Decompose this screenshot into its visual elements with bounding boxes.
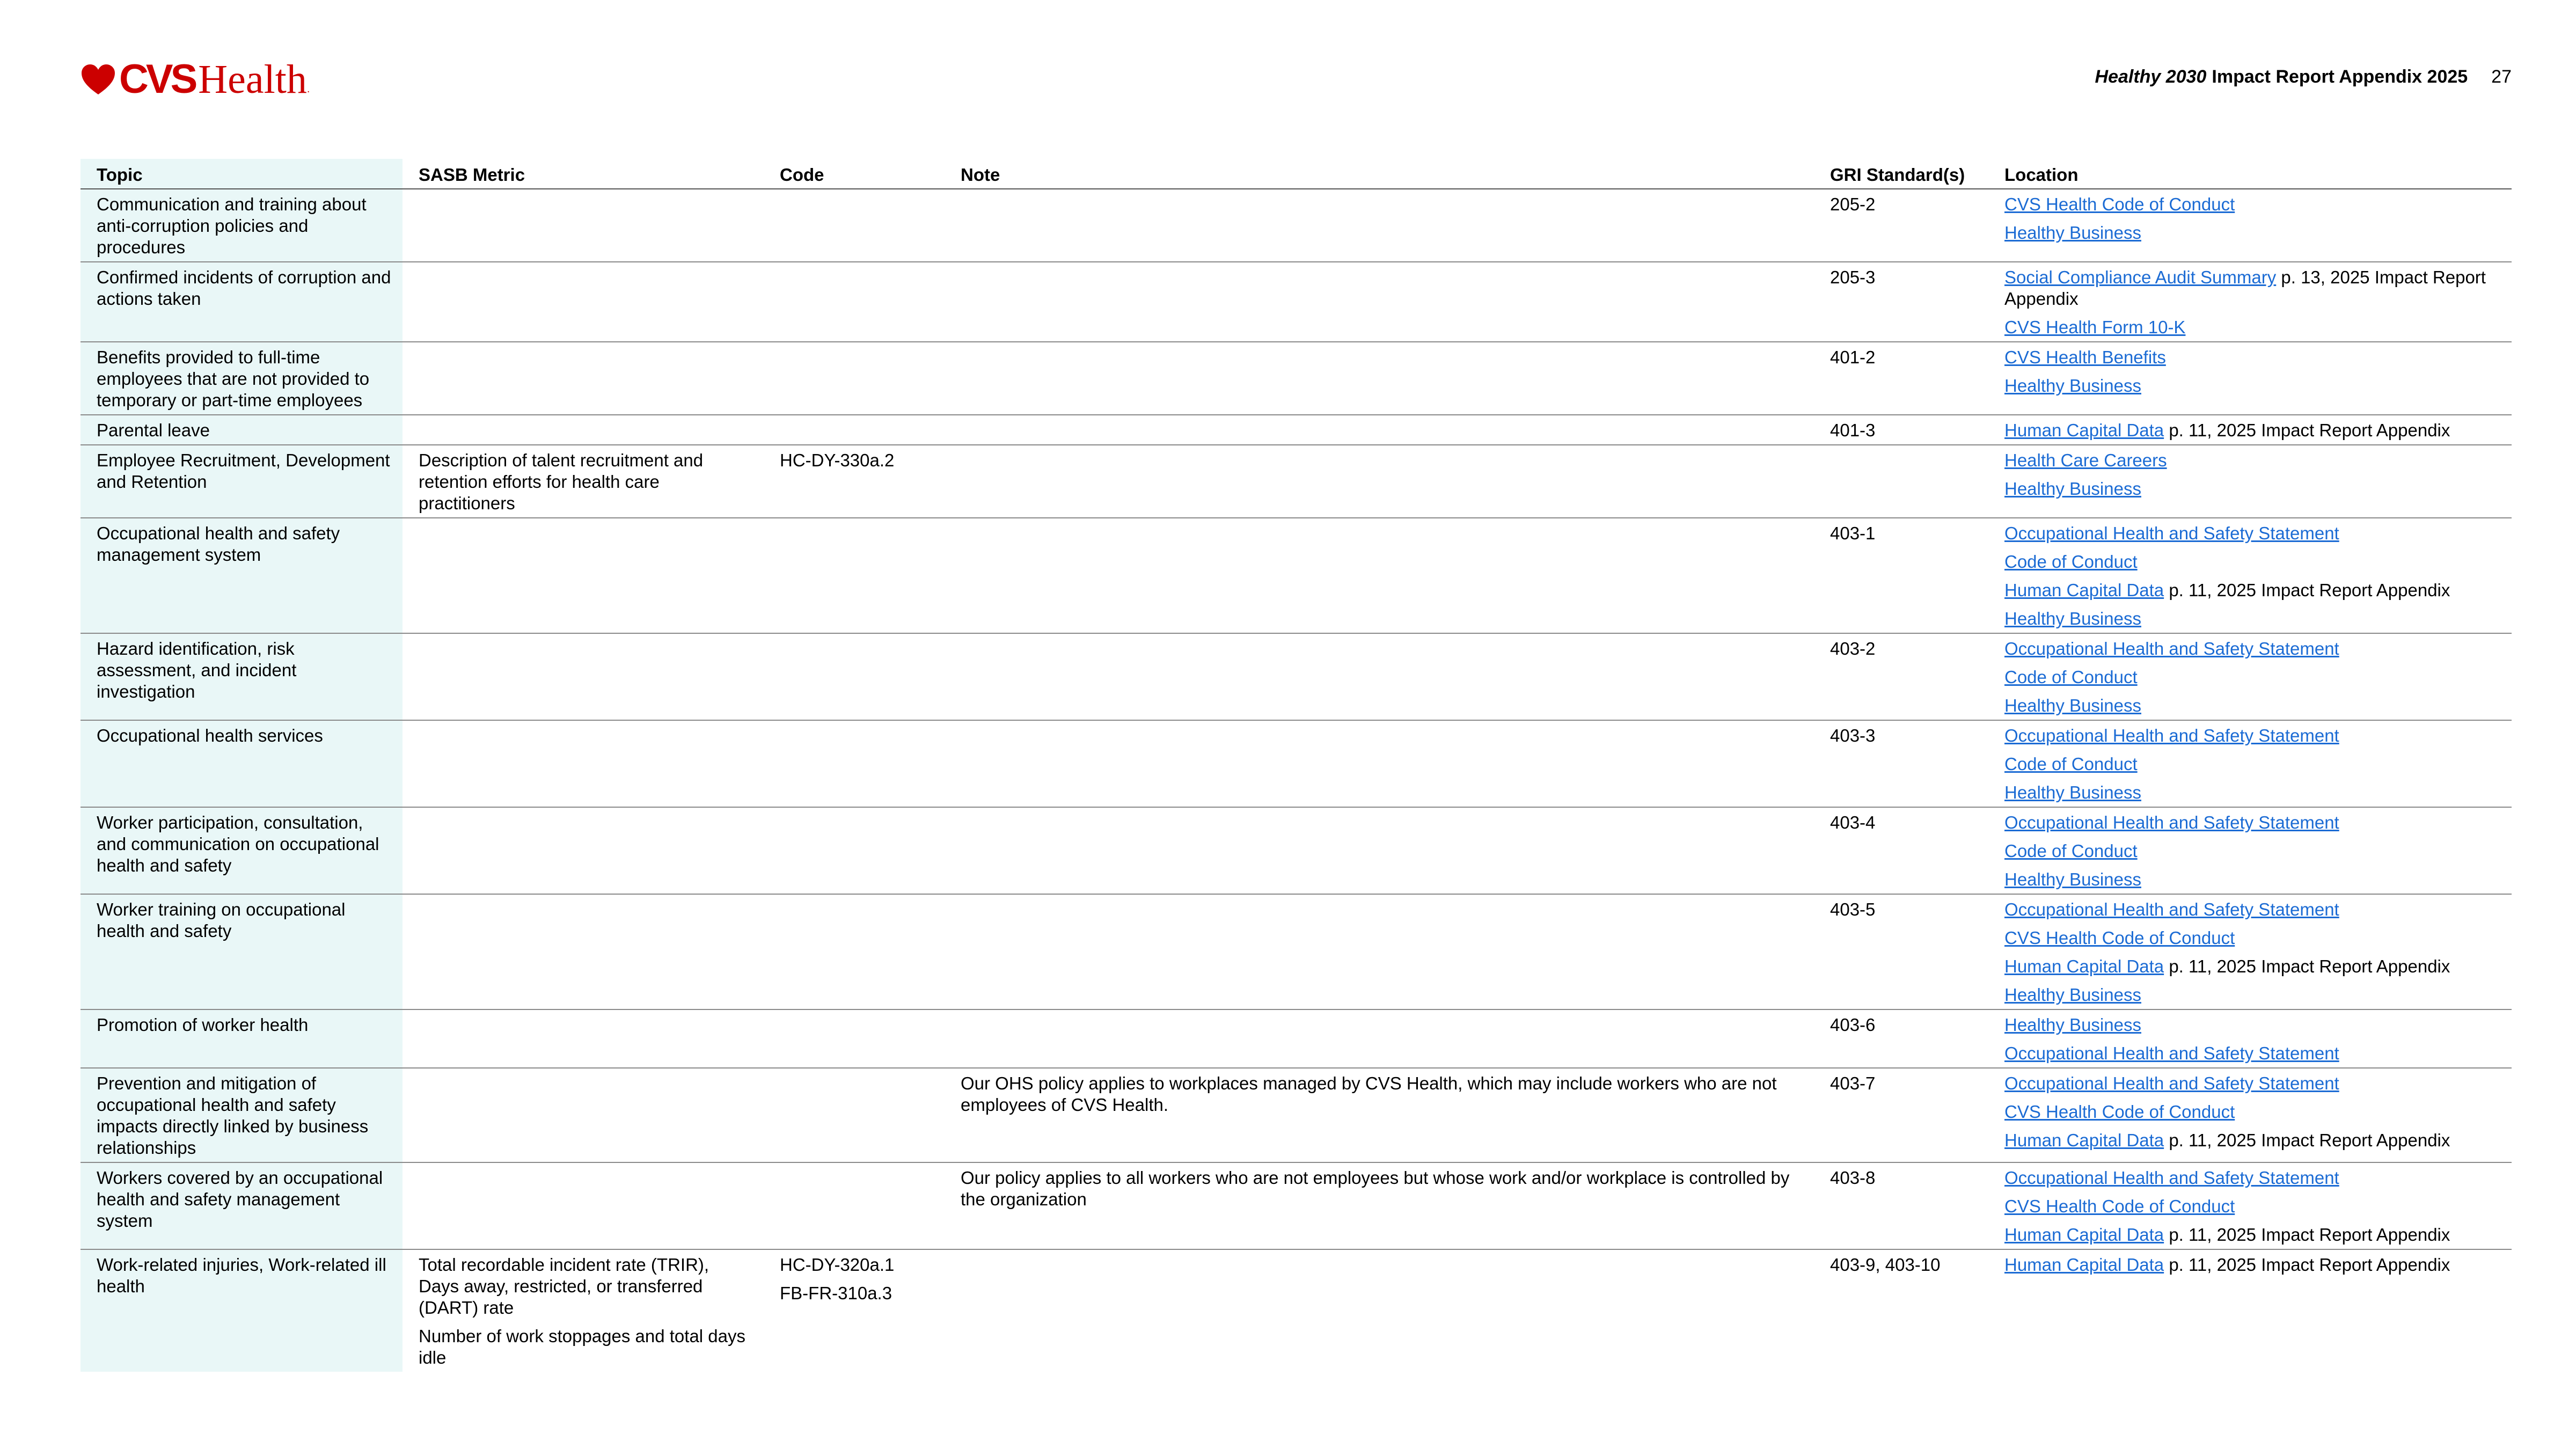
code-cell [764,415,945,445]
note-cell [945,262,1814,342]
table-row [80,415,2512,445]
gri-standard-cell: 205-2 [1814,189,1988,262]
gri-standard-cell: 401-3 [1814,415,1988,445]
location-entry [2004,194,2501,215]
location-cell [1988,633,2512,720]
location-link[interactable]: Human Capital Data [2004,1255,2164,1275]
table-row [80,262,2512,342]
location-link[interactable]: Healthy Business [2004,696,2141,715]
table-row [80,518,2512,633]
location-link[interactable]: Human Capital Data [2004,420,2164,440]
location-entry [2004,638,2501,660]
topic-cell: Workers covered by an occupational health and safety management system [80,1162,402,1249]
gri-standard-cell: 403-5 [1814,894,1988,1009]
location-suffix: p. 11, 2025 Impact Report Appendix [2164,1255,2450,1275]
location-entry [2004,523,2501,544]
location-entry [2004,1196,2501,1217]
page-number: 27 [2491,67,2512,87]
location-cell [1988,1162,2512,1249]
location-cell [1988,518,2512,633]
sasb-code-text: HC-DY-330a.2 [780,450,895,470]
sasb-metric-cell [402,1009,764,1068]
note-cell [945,342,1814,415]
location-entry [2004,551,2501,573]
location-entry [2004,667,2501,688]
note-cell [945,189,1814,262]
header-note: Note [945,159,1814,189]
location-entry [2004,984,2501,1006]
topic-cell: Hazard identification, risk assessment, and incident investigation [80,633,402,720]
location-cell [1988,894,2512,1009]
table-row [80,1249,2512,1372]
location-link[interactable]: CVS Health Code of Conduct [2004,1102,2235,1122]
code-cell [764,342,945,415]
location-suffix: p. 11, 2025 Impact Report Appendix [2164,1225,2450,1245]
table-header-row [80,159,2512,189]
topic-cell: Worker training on occupational health and safety [80,894,402,1009]
location-link[interactable]: Human Capital Data [2004,956,2164,976]
location-entry [2004,1014,2501,1036]
location-cell [1988,342,2512,415]
header-gri-standards: GRI Standard(s) [1814,159,1988,189]
location-entry [2004,956,2501,977]
table-row [80,1009,2512,1068]
location-entry [2004,899,2501,920]
location-suffix: p. 13, 2025 Impact Report Appendix [2004,267,2486,309]
location-link[interactable]: Social Compliance Audit Summary [2004,267,2277,287]
location-link[interactable]: CVS Health Code of Conduct [2004,928,2235,948]
location-cell [1988,189,2512,262]
location-entry [2004,450,2501,471]
code-cell [764,633,945,720]
report-title-italic: Healthy 2030 [2095,67,2207,87]
sasb-metric-cell [402,189,764,262]
location-link[interactable]: Code of Conduct [2004,841,2138,861]
code-cell [764,894,945,1009]
note-cell [945,633,1814,720]
sasb-metric-cell [402,807,764,894]
location-entry [2004,375,2501,397]
location-link[interactable]: Human Capital Data [2004,1130,2164,1150]
sasb-metric-text: Description of talent recruitment and retention efforts for health care practitioners [419,450,704,513]
location-link[interactable]: Code of Conduct [2004,667,2138,687]
sasb-metric-text: Number of work stoppages and total days idle [419,1326,746,1367]
sasb-metric-cell [402,894,764,1009]
table-row [80,342,2512,415]
gri-standard-cell: 403-2 [1814,633,1988,720]
location-cell [1988,1009,2512,1068]
note-cell [945,415,1814,445]
location-link[interactable]: Occupational Health and Safety Statement [2004,813,2339,832]
location-cell [1988,262,2512,342]
location-cell [1988,415,2512,445]
gri-standard-cell: 403-9, 403-10 [1830,1255,1941,1275]
note-cell [945,445,1814,518]
code-cell [764,445,945,518]
topic-cell: Prevention and mitigation of occupational health and safety impacts directly linked by business relationships [80,1068,402,1162]
sasb-metric-cell [402,1249,764,1372]
location-entry [2004,420,2501,441]
header-location: Location [1988,159,2512,189]
location-entry [2004,869,2501,890]
sasb-metric-cell [402,1068,764,1162]
location-entry [2004,222,2501,244]
location-link[interactable]: Occupational Health and Safety Statement [2004,1043,2339,1063]
location-entry [2004,1043,2501,1064]
location-entry [2004,1073,2501,1094]
header-topic: Topic [80,159,402,189]
heart-icon [80,63,116,96]
location-link[interactable]: Occupational Health and Safety Statement [2004,1168,2339,1188]
note-cell [945,807,1814,894]
gri-standard-cell: 401-2 [1814,342,1988,415]
logo-health-text: Health [198,57,307,102]
location-entry [2004,753,2501,775]
location-entry [2004,1167,2501,1189]
code-cell [764,720,945,807]
topic-cell: Worker participation, consultation, and communication on occupational health and safety [80,807,402,894]
topic-cell: Employee Recruitment, Development and Retention [80,445,402,518]
location-link[interactable]: Code of Conduct [2004,754,2138,774]
sasb-code-text: HC-DY-320a.1 [780,1255,895,1275]
location-entry [2004,1101,2501,1123]
code-cell [764,1009,945,1068]
location-cell [1988,807,2512,894]
note-cell [945,1009,1814,1068]
header-code: Code [764,159,945,189]
sasb-metric-text: Total recordable incident rate (TRIR), Days away, restricted, or transferred (DART) rate [419,1255,709,1318]
gri-standard-cell [1814,445,1988,518]
sasb-metric-cell [402,720,764,807]
sasb-metric-cell [402,445,764,518]
location-link[interactable]: Human Capital Data [2004,580,2164,600]
location-entry [2004,695,2501,716]
location-link[interactable]: Healthy Business [2004,1015,2141,1035]
location-entry [2004,1224,2501,1246]
location-link[interactable]: Healthy Business [2004,609,2141,628]
cvs-health-logo [80,58,310,101]
note-cell [945,518,1814,633]
location-entry [2004,782,2501,803]
table-row [80,807,2512,894]
topic-cell: Confirmed incidents of corruption and actions taken [80,262,402,342]
location-cell [1988,1249,2512,1372]
code-cell [764,518,945,633]
topic-cell: Benefits provided to full-time employees that are not provided to temporary or part-time employees [80,342,402,415]
code-cell [764,1068,945,1162]
location-entry [2004,608,2501,630]
location-entry [2004,317,2501,338]
topic-cell: Occupational health services [80,720,402,807]
location-link[interactable]: Occupational Health and Safety Statement [2004,639,2339,658]
logo-cvs-text: CVS [119,56,195,102]
location-entry [2004,267,2501,310]
code-cell [764,807,945,894]
table-row [80,189,2512,262]
location-link[interactable]: Healthy Business [2004,782,2141,802]
location-suffix: p. 11, 2025 Impact Report Appendix [2164,420,2450,440]
location-link[interactable]: Healthy Business [2004,985,2141,1005]
location-suffix: p. 11, 2025 Impact Report Appendix [2164,1130,2450,1150]
location-link[interactable]: Healthy Business [2004,376,2141,396]
gri-standard-cell: 403-1 [1814,518,1988,633]
location-suffix: p. 11, 2025 Impact Report Appendix [2164,580,2450,600]
location-link[interactable]: Occupational Health and Safety Statement [2004,726,2339,745]
sasb-metric-cell [402,342,764,415]
note-cell [945,1249,1814,1372]
code-cell [764,1249,945,1372]
gri-standard-cell: 403-4 [1814,807,1988,894]
location-entry [2004,580,2501,601]
table-row [80,720,2512,807]
code-cell [764,189,945,262]
sasb-metric-cell [402,262,764,342]
table-body [80,189,2512,1372]
location-entry [2004,725,2501,747]
location-entry [2004,478,2501,500]
header-sasb-metric: SASB Metric [402,159,764,189]
location-entry [2004,927,2501,949]
location-suffix: p. 11, 2025 Impact Report Appendix [2164,956,2450,976]
note-cell [945,720,1814,807]
code-cell [764,1162,945,1249]
topic-cell: Communication and training about anti-corruption policies and procedures [80,189,402,262]
location-entry [2004,812,2501,833]
sasb-code-text: FB-FR-310a.3 [780,1283,892,1303]
code-cell [764,262,945,342]
location-link[interactable]: Health Care Careers [2004,450,2167,470]
table-row [80,1068,2512,1162]
gri-standard-cell: 403-6 [1814,1009,1988,1068]
location-entry [2004,1130,2501,1151]
location-link[interactable]: Healthy Business [2004,223,2141,243]
gri-standard-cell: 403-3 [1814,720,1988,807]
gri-standard-cell: 403-7 [1814,1068,1988,1162]
topic-cell: Occupational health and safety management system [80,518,402,633]
note-cell [945,894,1814,1009]
location-cell [1988,445,2512,518]
logo-reg-mark: . [306,83,310,95]
location-entry [2004,840,2501,862]
report-title [2095,67,2512,87]
location-link[interactable]: CVS Health Code of Conduct [2004,1196,2235,1216]
sasb-metric-cell [402,633,764,720]
table-row [80,894,2512,1009]
sasb-metric-cell [402,1162,764,1249]
table-row [80,633,2512,720]
location-link[interactable]: Healthy Business [2004,869,2141,889]
location-entry [2004,347,2501,368]
location-link[interactable]: Occupational Health and Safety Statement [2004,523,2339,543]
gri-standard-cell: 205-3 [1814,262,1988,342]
location-link[interactable]: CVS Health Form 10-K [2004,317,2186,337]
location-link[interactable]: CVS Health Code of Conduct [2004,194,2235,214]
gri-index-table [80,159,2512,1372]
location-entry [2004,1254,2501,1276]
location-link[interactable]: Code of Conduct [2004,552,2138,572]
location-link[interactable]: Occupational Health and Safety Statement [2004,899,2339,919]
topic-cell: Parental leave [80,415,402,445]
report-title-rest: Impact Report Appendix 2025 [2212,67,2468,87]
topic-cell: Promotion of worker health [80,1009,402,1068]
location-link[interactable]: Occupational Health and Safety Statement [2004,1073,2339,1093]
location-link[interactable]: Healthy Business [2004,479,2141,499]
table-row [80,445,2512,518]
location-link[interactable]: Human Capital Data [2004,1225,2164,1245]
note-cell: Our OHS policy applies to workplaces managed by CVS Health, which may include workers who are not employees of CVS Health. [945,1068,1814,1162]
location-cell [1988,720,2512,807]
gri-standard-cell: 403-8 [1814,1162,1988,1249]
location-cell [1988,1068,2512,1162]
sasb-metric-cell [402,518,764,633]
sasb-metric-cell [402,415,764,445]
location-link[interactable]: CVS Health Benefits [2004,347,2166,367]
note-cell: Our policy applies to all workers who are not employees but whose work and/or workplace is controlled by the organization [945,1162,1814,1249]
topic-cell: Work-related injuries, Work-related ill health [80,1249,402,1372]
table-row [80,1162,2512,1249]
